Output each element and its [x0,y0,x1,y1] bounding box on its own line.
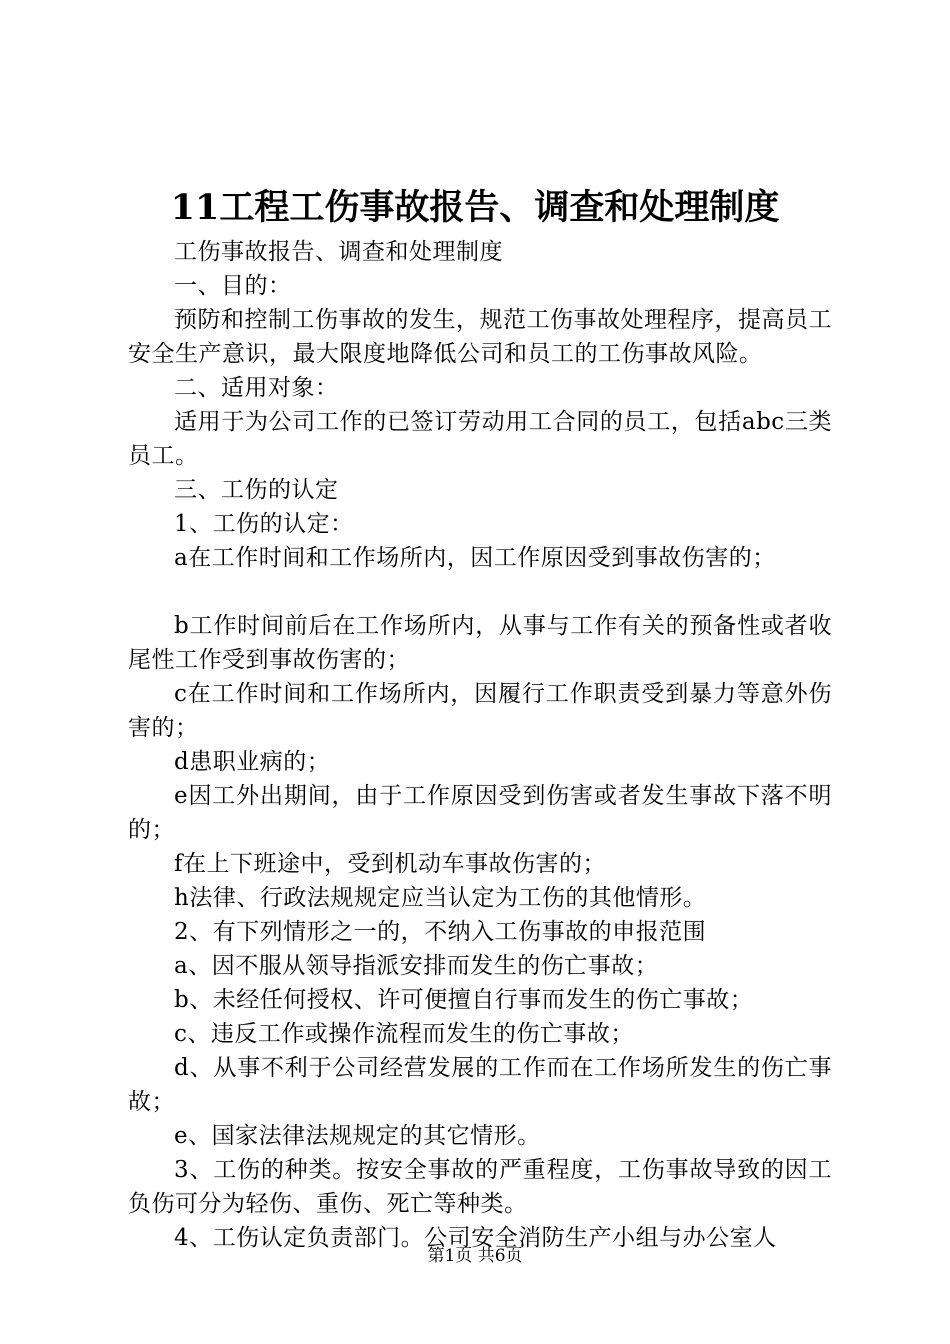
list-item: c、违反工作或操作流程而发生的伤亡事故； [174,1021,634,1047]
section-heading-scope: 二、适用对象： [174,375,339,401]
blank-line [128,575,832,609]
list-item: a在工作时间和工作场所内，因工作原因受到事故伤害的； [174,545,776,571]
paragraph-purpose: 预防和控制工伤事故的发生，规范工伤事故处理程序，提高员工安全生产意识，最大限度地降低公司和员工的工伤事故风险。 [128,307,832,367]
list-item: d患职业病的； [174,749,331,775]
document-title: 11工程工伤事故报告、调查和处理制度 [170,187,780,228]
list-item: e因工外出期间，由于工作原因受到伤害或者发生事故下落不明的； [128,783,832,843]
list-item: b工作时间前后在工作场所内，从事与工作有关的预备性或者收尾性工作受到事故伤害的； [128,613,832,673]
page-footer: 第1页 共6页 [427,1246,523,1266]
list-item: h法律、行政法规规定应当认定为工伤的其他情形。 [174,885,707,911]
document-body [128,235,832,1255]
section-heading-recognition: 三、工伤的认定 [174,477,339,503]
list-item: b、未经任何授权、许可便擅自行事而发生的伤亡事故； [174,987,754,1013]
list-item: f在上下班途中，受到机动车事故伤害的； [174,851,607,877]
list-item: c在工作时间和工作场所内，因履行工作职责受到暴力等意外伤害的； [128,681,832,741]
paragraph-injury-types: 3、工伤的种类。按安全事故的严重程度，工伤事故导致的因工负伤可分为轻伤、重伤、死亡等种类。 [128,1157,832,1217]
subsection-heading-recognition: 1、工伤的认定： [174,511,354,537]
list-item: a、因不服从领导指派安排而发生的伤亡事故； [174,953,659,979]
list-item: d、从事不利于公司经营发展的工作而在工作场所发生的伤亡事故； [128,1055,832,1115]
subsection-heading-exclusions: 2、有下列情形之一的，不纳入工伤事故的申报范围 [174,919,707,945]
paragraph-scope: 适用于为公司工作的已签订劳动用工合同的员工，包括abc三类员工。 [128,409,832,469]
paragraph-subtitle: 工伤事故报告、调查和处理制度 [174,239,503,265]
section-heading-purpose: 一、目的： [174,273,292,299]
paragraph-responsible-department: 4、工伤认定负责部门。公司安全消防生产小组与办公室人 [174,1225,777,1251]
list-item: e、国家法律法规规定的其它情形。 [174,1123,541,1149]
